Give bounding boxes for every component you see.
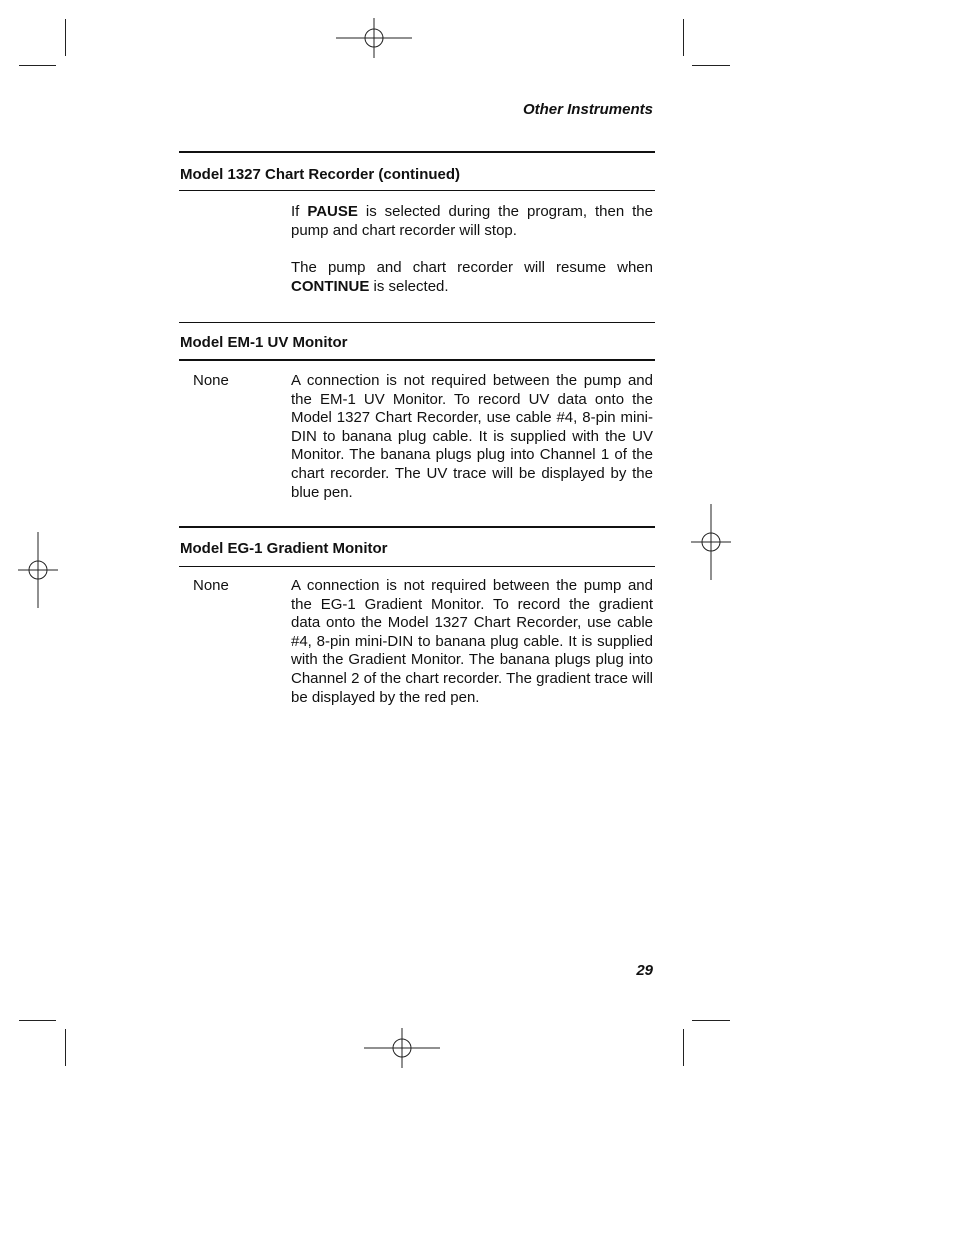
page-number: 29 bbox=[636, 962, 653, 979]
paragraph-pause: If PAUSE is selected during the program, then the pump and chart recorder will stop. bbox=[291, 203, 653, 239]
section-title: Model EG-1 Gradient Monitor bbox=[180, 540, 388, 557]
crop-mark-top-right-vertical bbox=[683, 19, 684, 56]
crop-mark-top-left-vertical bbox=[65, 19, 66, 56]
crop-mark-bottom-left-horizontal bbox=[19, 1020, 56, 1021]
crop-mark-bottom-right-horizontal bbox=[692, 1020, 730, 1021]
registration-mark-bottom bbox=[364, 1028, 440, 1068]
section-rule-top bbox=[179, 151, 655, 153]
keyword-continue: CONTINUE bbox=[291, 277, 370, 295]
crop-mark-bottom-left-vertical bbox=[65, 1029, 66, 1066]
section-rule-bottom bbox=[179, 359, 655, 361]
paragraph-uv-monitor: A connection is not required between the pump and the EM-1 UV Monitor. To record UV data onto the Model 1327 Chart Recorder, use cable #4, 8-pin mini-DIN to banana plug cable. It is supplied with the UV Monitor. The banana plugs plug into Channel 1 of the chart recorder. The UV trace will be displayed by the blue pen. bbox=[291, 372, 653, 501]
crop-mark-top-right-horizontal bbox=[692, 65, 730, 66]
running-header: Other Instruments bbox=[522, 101, 653, 118]
paragraph-continue: The pump and chart recorder will resume when CONTINUE is selected. bbox=[291, 259, 653, 295]
keyword-pause: PAUSE bbox=[307, 203, 358, 220]
registration-mark-top bbox=[336, 18, 412, 58]
registration-mark-left bbox=[18, 532, 58, 608]
crop-mark-bottom-right-vertical bbox=[683, 1029, 684, 1066]
crop-mark-top-left-horizontal bbox=[19, 65, 56, 66]
section-rule-top bbox=[179, 322, 655, 323]
section-rule-bottom bbox=[179, 566, 655, 567]
registration-mark-right bbox=[691, 504, 731, 580]
connection-label: None bbox=[193, 372, 229, 389]
section-rule-top bbox=[179, 526, 655, 528]
section-title: Model EM-1 UV Monitor bbox=[180, 334, 348, 351]
paragraph-gradient-monitor: A connection is not required between the pump and the EG-1 Gradient Monitor. To record the gradient data onto the Model 1327 Chart Recorder, use cable #4, 8-pin mini-DIN to banana plug cable. It is supplied with the Gradient Monitor. The banana plugs plug into Channel 2 of the chart recorder. The gradient trace will be displayed by the red pen. bbox=[291, 577, 653, 706]
connection-label: None bbox=[193, 577, 229, 594]
section-rule-bottom bbox=[179, 190, 655, 191]
section-title: Model 1327 Chart Recorder (continued) bbox=[180, 166, 461, 183]
